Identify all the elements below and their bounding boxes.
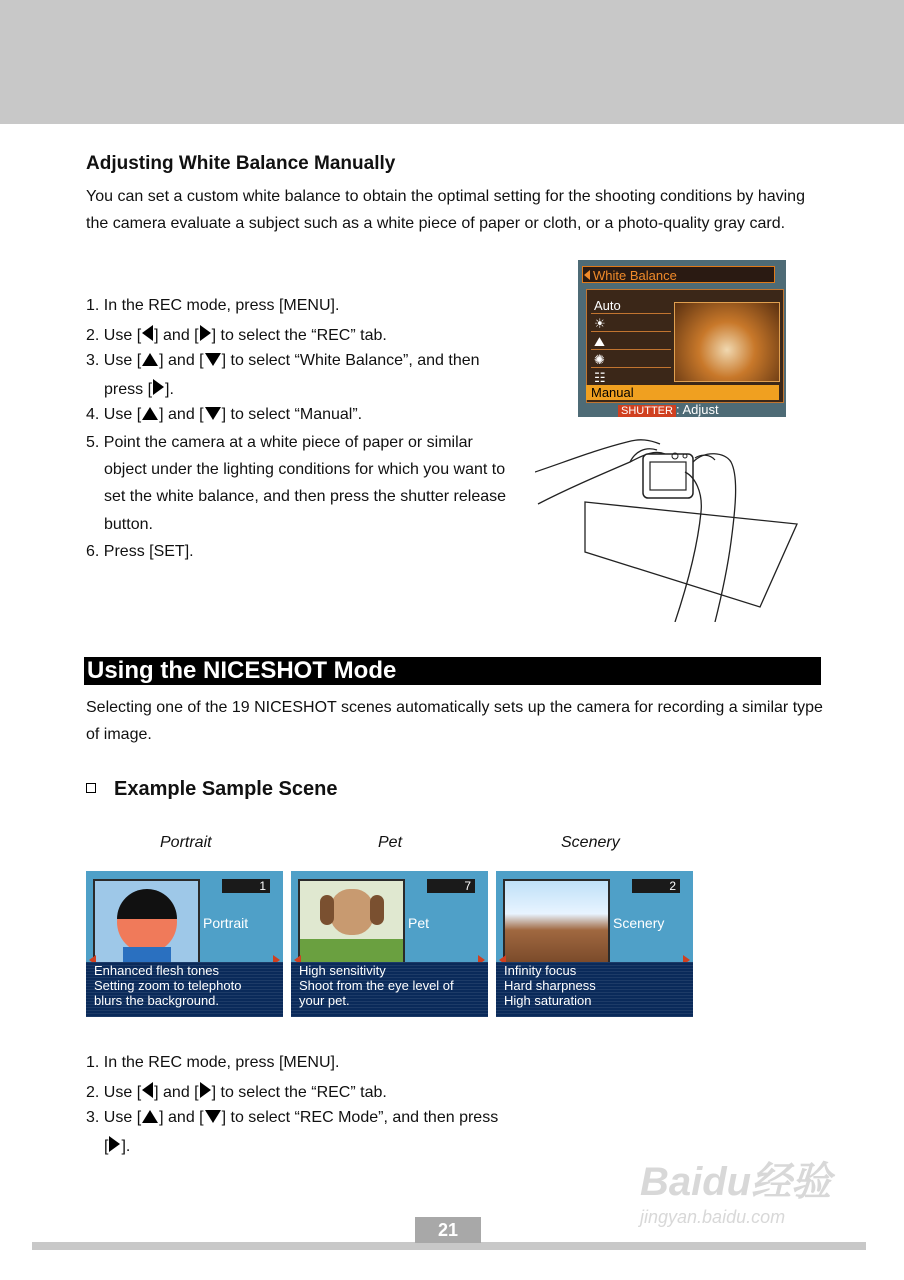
left-arrow-icon bbox=[142, 1082, 153, 1098]
down-arrow-icon bbox=[205, 1110, 221, 1123]
scene-label: Scenery bbox=[613, 915, 665, 931]
caption-scenery: Scenery bbox=[561, 834, 620, 851]
up-arrow-icon bbox=[142, 1110, 158, 1123]
wb-option-tungsten: ✺ bbox=[591, 352, 671, 368]
wb-option-fluorescent: ☷ bbox=[591, 370, 671, 386]
niceshot-step-2: 2. Use [ ] and [ ] to select the “REC” tab. bbox=[86, 1084, 387, 1101]
header-band bbox=[0, 0, 904, 124]
wb-step-2: 2. Use [ ] and [ ] to select the “REC” tab. bbox=[86, 327, 387, 344]
left-arrow-icon bbox=[142, 325, 153, 341]
candle-cake-photo bbox=[674, 302, 780, 382]
scene-label: Portrait bbox=[203, 915, 249, 931]
hands-camera-illustration bbox=[535, 432, 800, 622]
wb-option-shade: ⛰ bbox=[591, 334, 671, 350]
scene-screen-portrait bbox=[86, 871, 283, 1017]
caption-pet: Pet bbox=[378, 834, 403, 851]
niceshot-intro: Selecting one of the 19 NICESHOT scenes automatically sets up the camera for recording a similar type of image. bbox=[86, 699, 823, 743]
shutter-badge: SHUTTER bbox=[618, 405, 676, 417]
wb-screen-title: White Balance bbox=[582, 266, 775, 283]
back-arrow-icon bbox=[584, 270, 590, 280]
right-arrow-icon bbox=[200, 1082, 211, 1098]
up-arrow-icon bbox=[142, 407, 158, 420]
up-arrow-icon bbox=[142, 353, 158, 366]
scene-description: Infinity focus Hard sharpness High saturation bbox=[496, 962, 693, 1017]
section-heading-white-balance: Adjusting White Balance Manually bbox=[86, 153, 396, 174]
watermark-url: jingyan.baidu.com bbox=[640, 1207, 786, 1227]
wb-step-5c: set the white balance, and then press the shutter release bbox=[104, 488, 507, 505]
wb-step-6: 6. Press [SET]. bbox=[86, 543, 194, 560]
niceshot-step-1: 1. In the REC mode, press [MENU]. bbox=[86, 1054, 340, 1071]
wb-option-manual: Manual bbox=[586, 385, 779, 400]
wb-step-1: 1. In the REC mode, press [MENU]. bbox=[86, 297, 340, 314]
right-arrow-icon bbox=[153, 379, 164, 395]
scene-number: 2 bbox=[632, 879, 680, 893]
wb-step-4: 4. Use [ ] and [ ] to select “Manual”. bbox=[86, 406, 363, 423]
wb-step-3: 3. Use [ ] and [ ] to select “White Balance”, and then bbox=[86, 352, 480, 369]
scene-number: 1 bbox=[222, 879, 270, 893]
checkbox-bullet-icon bbox=[86, 783, 96, 793]
scene-label: Pet bbox=[408, 915, 430, 931]
scene-screen-scenery bbox=[496, 871, 693, 1017]
portrait-thumbnail bbox=[93, 879, 200, 965]
wb-step-5d: button. bbox=[104, 516, 153, 533]
white-balance-intro: You can set a custom white balance to obtain the optimal setting for the shooting conditions by having the camera evaluate a subject such as a white piece of paper or cloth, or a photo-quality gray card. bbox=[86, 188, 805, 232]
scene-number: 7 bbox=[427, 879, 475, 893]
scene-screen-pet bbox=[291, 871, 488, 1017]
down-arrow-icon bbox=[205, 407, 221, 420]
right-arrow-icon bbox=[200, 325, 211, 341]
watermark-brand: Baidu经验 bbox=[640, 1160, 832, 1204]
example-scene-heading: Example Sample Scene bbox=[86, 778, 337, 801]
scene-description: High sensitivity Shoot from the eye level of your pet. bbox=[291, 962, 488, 1017]
pet-thumbnail bbox=[298, 879, 405, 965]
wb-step-3-cont: press [ ]. bbox=[104, 381, 174, 398]
scene-description: Enhanced flesh tones Setting zoom to telephoto blurs the background. bbox=[86, 962, 283, 1017]
caption-portrait: Portrait bbox=[160, 834, 212, 851]
baidu-watermark bbox=[640, 1150, 831, 1228]
white-balance-screen bbox=[578, 260, 786, 417]
down-arrow-icon bbox=[205, 353, 221, 366]
wb-footer: SHUTTER : Adjust bbox=[618, 402, 719, 417]
right-arrow-icon bbox=[109, 1136, 120, 1152]
niceshot-step-3: 3. Use [ ] and [ ] to select “REC Mode”, and then press bbox=[86, 1109, 499, 1126]
wb-step-5a: 5. Point the camera at a white piece of paper or similar bbox=[86, 434, 473, 451]
wb-option-auto: Auto bbox=[591, 298, 671, 314]
niceshot-step-3-cont: [ ]. bbox=[104, 1138, 131, 1155]
wb-step-5b: object under the lighting conditions for which you want to bbox=[104, 461, 506, 478]
section-heading-niceshot: Using the NICESHOT Mode bbox=[84, 657, 821, 685]
footer-bar bbox=[32, 1242, 866, 1250]
page-number: 21 bbox=[415, 1217, 481, 1243]
scenery-thumbnail bbox=[503, 879, 610, 965]
wb-option-sunlight: ☀ bbox=[591, 316, 671, 332]
